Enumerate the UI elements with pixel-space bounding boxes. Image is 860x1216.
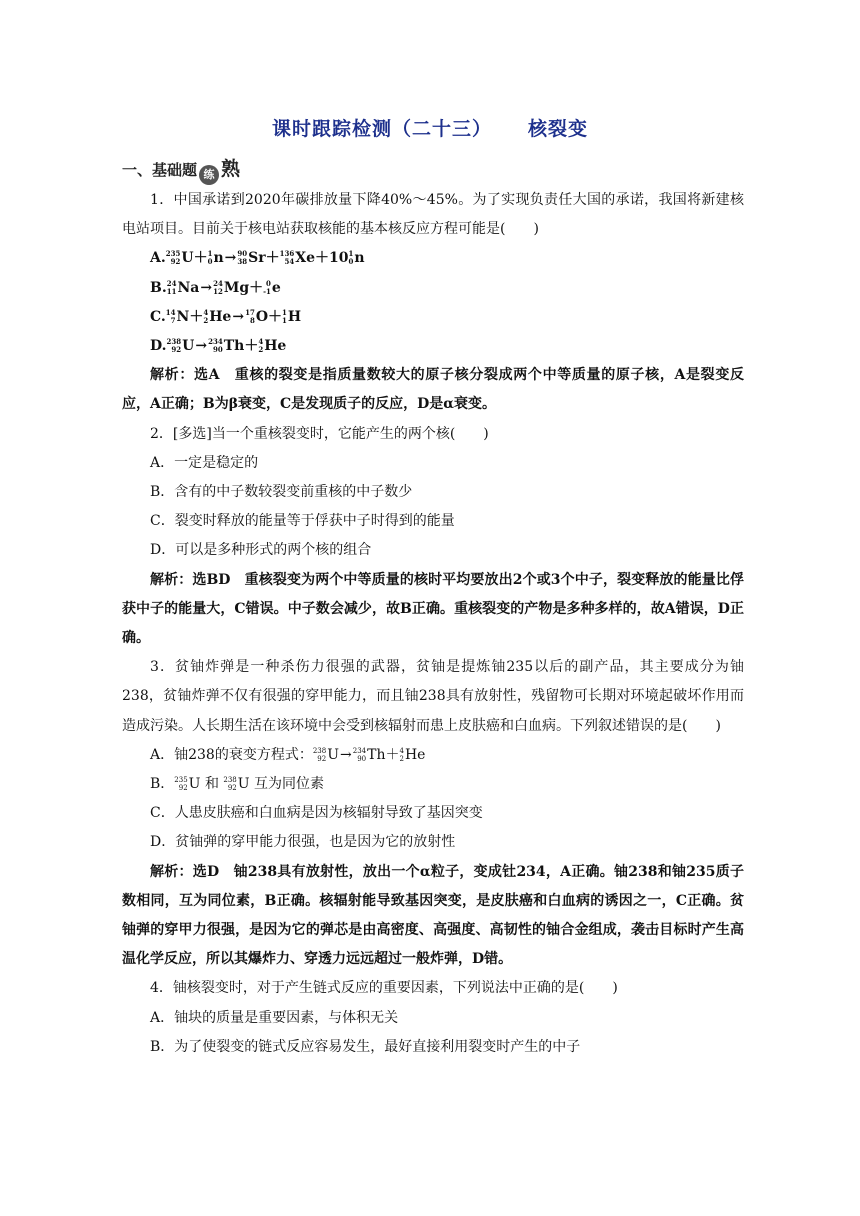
q3-option-d: D．贫铀弹的穿甲能力很强，也是因为它的放射性 <box>150 834 456 851</box>
nuclide-mg24: 24 12 Mg <box>213 278 250 296</box>
nuclide-na24: 24 11 Na <box>166 278 200 296</box>
section-heading <box>122 154 240 185</box>
nuclide-he4: 4 2 He <box>203 307 232 325</box>
nuclide-he4: 4 2 He <box>399 746 426 763</box>
nuclide-u238: 238 92 U <box>166 337 195 355</box>
nuclide-u238: 238 92 U <box>312 746 340 763</box>
nuclide-neutron: 1 0 n <box>207 249 224 267</box>
nuclide-sr90: 90 38 Sr <box>237 249 266 267</box>
section-label: 一、基础题 <box>122 161 198 179</box>
q1-option-d: D. 238 92 U→ 234 90 Th＋ 4 2 He <box>150 337 287 355</box>
q4-option-a: A．铀块的质量是重要因素，与体积无关 <box>150 1009 399 1026</box>
section-big-char: 熟 <box>221 158 241 180</box>
q2-option-a: A．一定是稳定的 <box>150 454 259 471</box>
q1-stem: 1．中国承诺到2020年碳排放量下降40%～45%。为了实现负责任大国的承诺，我国将新建核电站项目。目前关于核电站获取核能的基本核反应方程可能是( ) <box>122 192 744 238</box>
title-main: 课时跟踪检测（二十三） <box>271 118 492 140</box>
nuclide-th234: 234 90 Th <box>352 746 386 763</box>
q2-option-b: B．含有的中子数较裂变前重核的中子数少 <box>150 484 413 501</box>
q3-explanation: 解析：选D 铀238具有放射性，放出一个α粒子，变成钍234，A正确。铀238和铀235质子数相同，互为同位素，B正确。核辐射能导致基因突变，是皮肤癌和白血病的诱因之一，C正确。贫铀弹的穿甲力很强，是因为它的弹芯是由高密度、高强度、高韧性的铀合金组成，袭击目标时产生高温化学反应，所以其爆炸力、穿透力远远超过一般炸弹，D错。 <box>122 863 744 968</box>
q1-option-b: B. 24 11 Na→ 24 12 Mg＋ 0 -1 e <box>150 278 281 296</box>
section-badge: 练 <box>199 165 219 185</box>
q1-explanation: 解析：选A 重核的裂变是指质量数较大的原子核分裂成两个中等质量的原子核，A是裂变反应，A正确；B为β衰变，C是发现质子的反应，D是α衰变。 <box>122 367 744 413</box>
q3-stem: 3．贫铀炸弹是一种杀伤力很强的武器，贫铀是提炼铀235以后的副产品，其主要成分为铀238，贫铀炸弹不仅有很强的穿甲能力，而且铀238具有放射性，残留物可长期对环境起破坏作用而造成污染。人长期生活在该环境中会受到核辐射而患上皮肤癌和白血病。下列叙述错误的是( ) <box>122 659 744 734</box>
nuclide-electron: 0 -1 e <box>263 278 281 296</box>
q2-option-c: C．裂变时释放的能量等于俘获中子时得到的能量 <box>150 513 455 530</box>
q3-option-c: C．人患皮肤癌和白血病是因为核辐射导致了基因突变 <box>150 805 483 822</box>
q4-stem: 4．铀核裂变时，对于产生链式反应的重要因素，下列说法中正确的是( ) <box>150 980 618 997</box>
nuclide-he4: 4 2 He <box>258 337 287 355</box>
nuclide-th234: 234 90 Th <box>208 337 245 355</box>
content <box>122 186 744 1062</box>
q3-option-a: A．铀238的衰变方程式： 238 92 U→ 234 90 Th＋ 4 2 He <box>150 746 426 763</box>
nuclide-n14: 14 7 N <box>165 307 190 325</box>
nuclide-xe136: 136 54 Xe <box>279 249 316 267</box>
nuclide-neutron: 1 0 n <box>348 249 365 267</box>
q1-option-a: A. 235 92 U＋ 1 0 n→ 90 38 Sr＋ 136 54 Xe＋10 1 0 n <box>150 249 365 267</box>
nuclide-h1: 1 1 H <box>282 307 302 325</box>
q4-option-b: B．为了使裂变的链式反应容易发生，最好直接利用裂变时产生的中子 <box>150 1038 581 1055</box>
nuclide-u235: 235 92 U <box>174 776 201 793</box>
nuclide-u238: 238 92 U <box>223 776 250 793</box>
title-topic: 核裂变 <box>528 118 589 140</box>
nuclide-o17: 17 8 O <box>245 307 269 325</box>
q2-stem: 2．[多选]当一个重核裂变时，它能产生的两个核( ) <box>150 425 489 442</box>
q3-option-b: B． 235 92 U 和 238 92 U 互为同位素 <box>150 776 325 793</box>
q1-option-c: C. 14 7 N＋ 4 2 He→ 17 8 O＋ 1 1 H <box>150 307 302 325</box>
q2-option-d: D．可以是多种形式的两个核的组合 <box>150 542 372 559</box>
page-title <box>0 114 860 141</box>
q2-explanation: 解析：选BD 重核裂变为两个中等质量的核时平均要放出2个或3个中子，裂变释放的能量比俘获中子的能量大，C错误。中子数会减少，故B正确。重核裂变的产物是多种多样的，故A错误，D正确。 <box>122 571 744 647</box>
nuclide-u235: 235 92 U <box>165 249 194 267</box>
